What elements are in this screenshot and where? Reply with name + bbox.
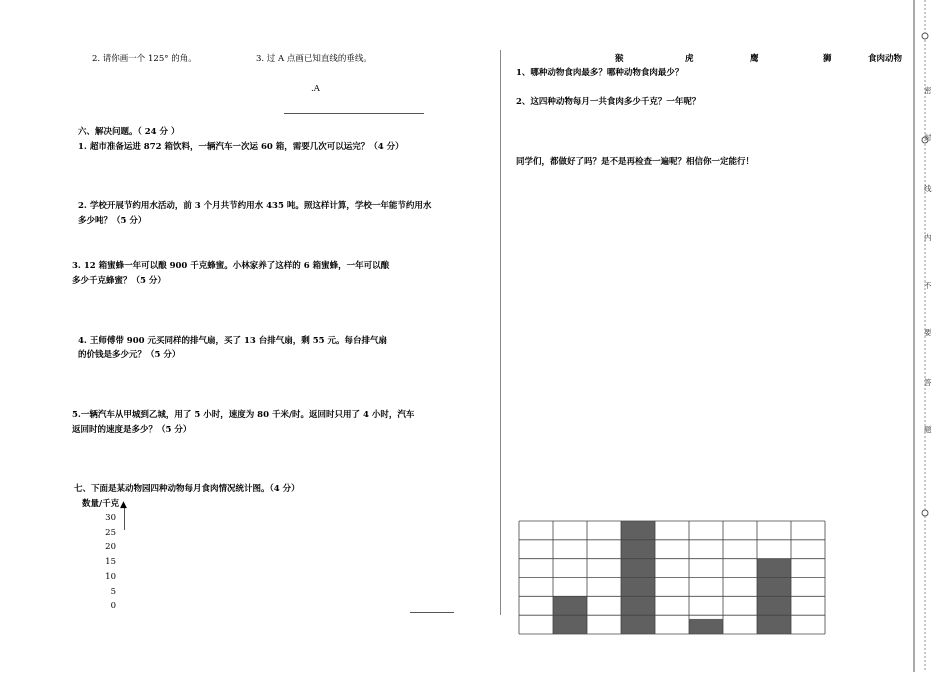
- problem-1-text: 1. 超市准备运进 872 箱饮料，一辆汽车一次运 60 箱，需要几次可以运完？（4 分）: [78, 142, 404, 152]
- given-line: [284, 113, 424, 114]
- category-label: 猴: [615, 54, 624, 64]
- binding-char: 密: [924, 86, 932, 95]
- column-divider: [500, 50, 501, 615]
- binding-char: 封: [924, 133, 932, 142]
- binding-char: 答: [924, 378, 932, 387]
- right-question-2: 2、这四种动物每月一共食肉多少千克？一年呢？: [516, 97, 701, 107]
- binding-char: 题: [924, 425, 932, 434]
- y-tick-label: 0: [110, 601, 116, 612]
- y-tick-label: 15: [105, 557, 116, 568]
- closing-note: 同学们，都做好了吗？是不是再检查一遍呢？相信你一定能行！: [516, 157, 755, 167]
- question-3-text: 3. 过 A 点画已知直线的垂线。: [256, 54, 372, 64]
- problem-5-line1: 5.一辆汽车从甲城到乙城，用了 5 小时，速度为 80 千米/时。返回时只用了 4 小时，汽车: [72, 410, 415, 420]
- problem-2-line1: 2. 学校开展节约用水活动，前 3 个月共节约用水 435 吨。照这样计算，学校一年能节约用水: [78, 201, 432, 211]
- problem-5-line2: 返回时的速度是多少？（5 分）: [72, 425, 192, 435]
- answer-underline: [410, 612, 454, 613]
- category-label: 鹰: [750, 54, 759, 64]
- problem-3-line2: 多少千克蜂蜜？（5 分）: [72, 276, 166, 286]
- section-6-heading: 六、解决问题。（ 24 分 ）: [78, 127, 180, 137]
- problem-4-line2: 的价钱是多少元？（5 分）: [78, 350, 181, 360]
- category-label: 虎: [685, 54, 694, 64]
- y-tick-label: 30: [105, 513, 116, 523]
- y-axis-arrow-icon: ▲: [120, 500, 127, 510]
- y-axis-label: 数量/千克: [82, 499, 120, 509]
- problem-3-line1: 3. 12 箱蜜蜂一年可以酿 900 千克蜂蜜。小林家养了这样的 6 箱蜜蜂，一年可以酿: [72, 261, 390, 271]
- y-tick-label: 25: [105, 527, 116, 538]
- point-a-label: .A: [311, 84, 320, 94]
- bar-chart-grid: [518, 520, 826, 635]
- question-2-text: 2. 请你画一个 125° 的角。: [92, 54, 197, 64]
- category-label: 狮: [823, 54, 832, 64]
- problem-4-line1: 4. 王师傅带 900 元买同样的排气扇，买了 13 台排气扇，剩 55 元。每台排气扇: [78, 336, 387, 346]
- y-tick-label: 10: [105, 571, 116, 582]
- binding-char: 内: [924, 233, 932, 242]
- right-question-1: 1、哪种动物食肉最多？哪种动物食肉最少？: [516, 68, 684, 78]
- binding-char: 不: [924, 281, 932, 290]
- category-caption: 食肉动物: [868, 54, 903, 64]
- y-tick-label: 5: [110, 586, 116, 597]
- binding-char: 线: [924, 184, 932, 193]
- chart-bar: [689, 619, 723, 634]
- binding-char: 要: [924, 328, 932, 337]
- y-tick-label: 20: [105, 542, 116, 553]
- section-7-heading: 七、下面是某动物园四种动物每月食肉情况统计图。（4 分）: [74, 484, 300, 494]
- problem-2-line2: 多少吨？（5 分）: [78, 216, 147, 226]
